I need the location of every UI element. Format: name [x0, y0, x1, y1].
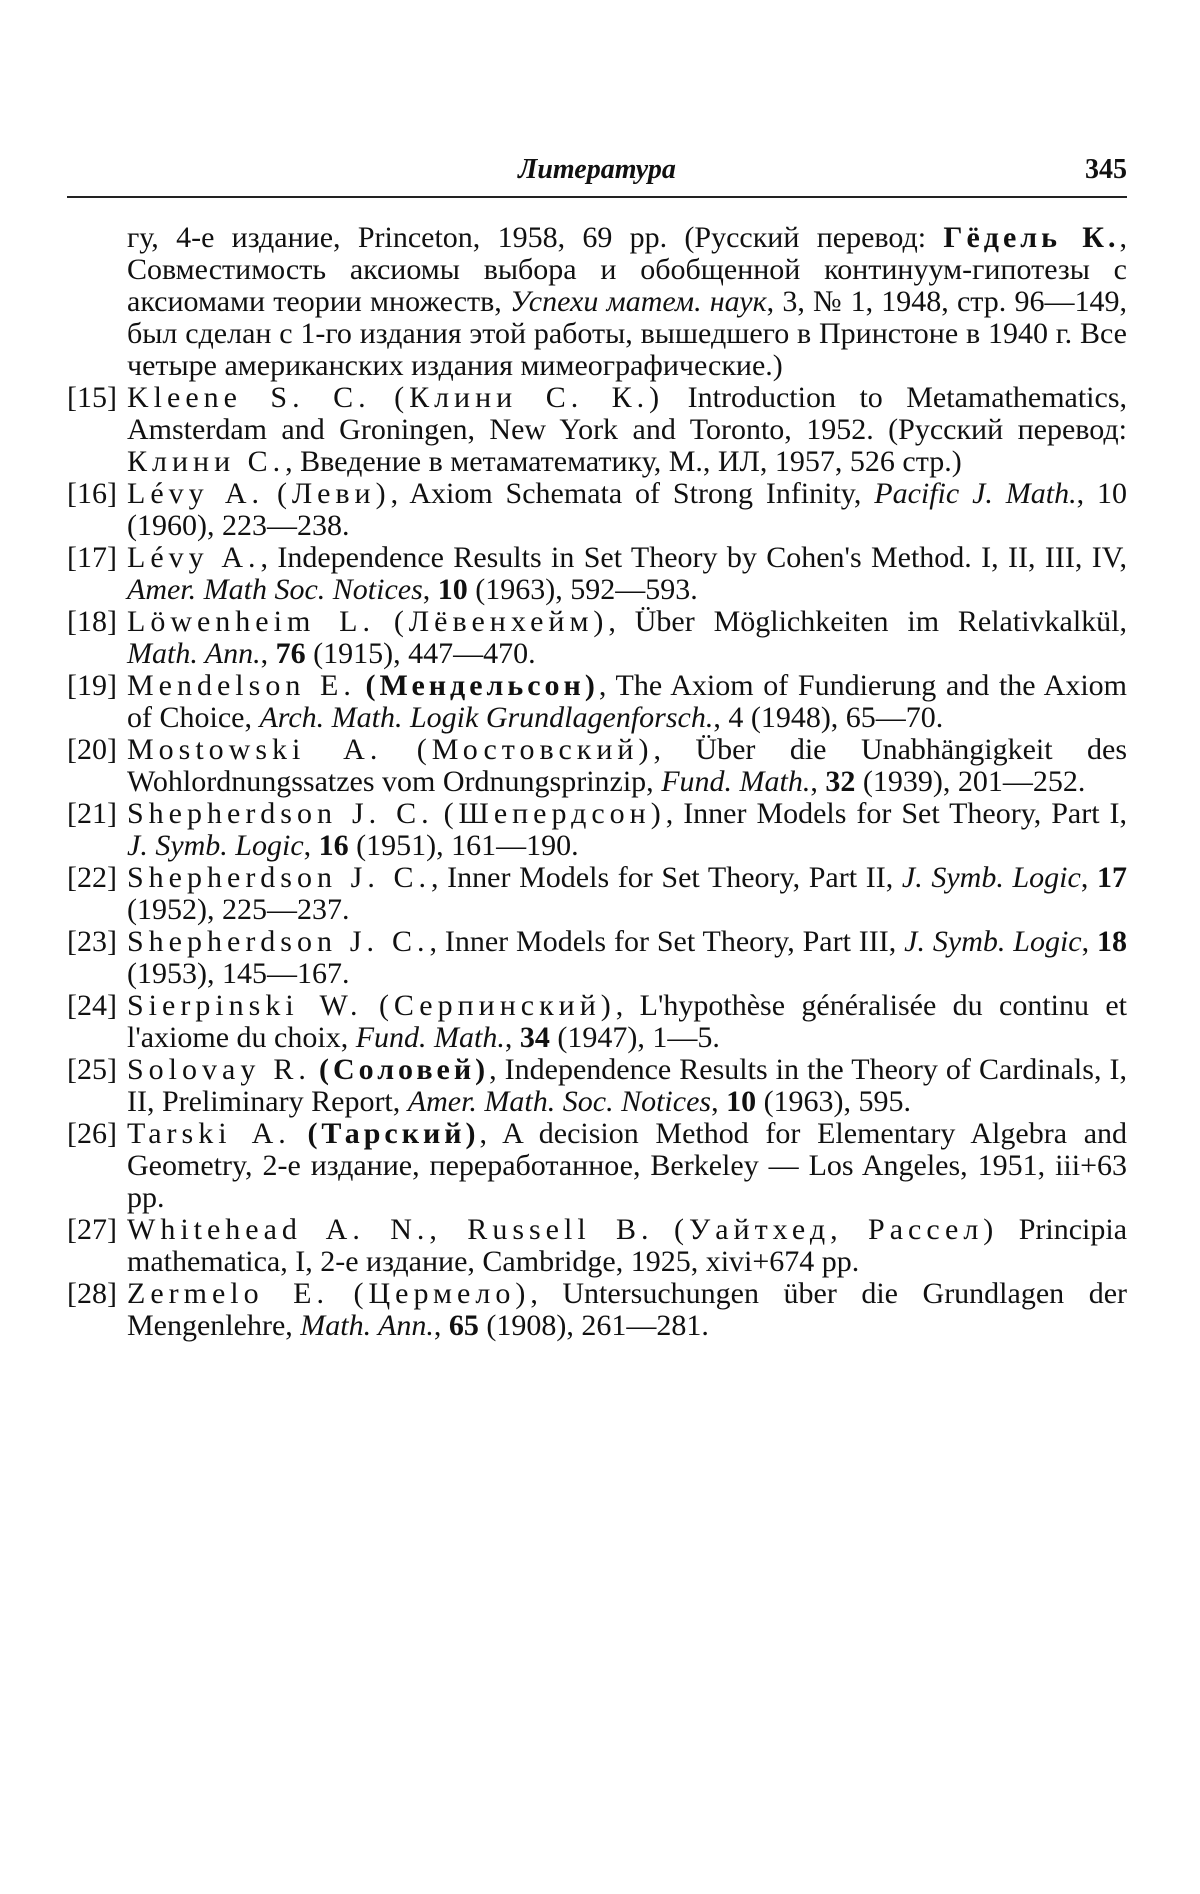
entry-author: Lévy A. — [127, 477, 265, 510]
running-title: Литература — [518, 154, 676, 185]
reference-26: [26] Tarski A. (Тарский), A decision Method for Elementary Algebra and Geometry, 2-е издание, переработанное, Berkeley — Los Angeles, 1951, iii+63 pp. — [67, 1117, 1128, 1214]
reference-number: [23] — [67, 925, 117, 958]
entry-ru-author: (Мендельсон) — [365, 669, 599, 702]
entry-volume: 32 — [825, 765, 856, 798]
entry-ru-author: (Леви) — [276, 477, 391, 510]
reference-number: [25] — [67, 1053, 117, 1086]
entry-journal: Math. Ann. — [300, 1309, 434, 1342]
reference-16: [16] Lévy A. (Леви), Axiom Schemata of Strong Infinity, Pacific J. Math., 10 (1960), 223—238. — [67, 477, 1128, 542]
reference-number: [19] — [67, 669, 117, 702]
entry-author: Mostowski A. — [127, 733, 383, 766]
entry-volume: 65 — [448, 1309, 479, 1342]
entry-volume: 17 — [1097, 861, 1128, 894]
reference-number: [27] — [67, 1213, 117, 1246]
entry-author: Löwenheim L. — [127, 605, 375, 638]
entry-ru-author: (Соловей) — [318, 1053, 490, 1086]
entry-volume: 34 — [519, 1021, 550, 1054]
entry-author: Whitehead A. N., Russell B. — [127, 1213, 654, 1246]
entry-14-continuation: гу, 4-е издание, Princeton, 1958, 69 pp. (Русский перевод: Гёдель К., Совместимость аксиомы выбора и обобщенной континуум-гипотезы с аксиомами теории множеств, Успехи матем. наук, 3, № 1, 1948, стр. 96—149, был сделан с 1-го издания этой работы, вышедшего в Принстоне в 1940 г. Все четыре американских издания мимеографические.) — [127, 221, 1127, 382]
entry-journal: J. Symb. Logic — [901, 861, 1081, 894]
reference-number: [22] — [67, 861, 117, 894]
header-rule — [67, 196, 1127, 198]
entry-ru-author: (Серпинский) — [378, 989, 616, 1022]
entry-journal: J. Symb. Logic — [127, 829, 304, 862]
entry-ru-author: (Уайтхед, Рассел) — [673, 1213, 999, 1246]
entry-author: Shepherdson J. C. — [127, 925, 430, 958]
entry-journal: Arch. Math. Logik Grundlagenforsch. — [259, 701, 714, 734]
entry-journal: Fund. Math. — [661, 765, 811, 798]
entry-ru-author: (Шепердсон) — [443, 797, 666, 830]
entry-author: Sierpinski W. — [127, 989, 363, 1022]
entry-volume: 16 — [318, 829, 349, 862]
page-number: 345 — [1085, 154, 1127, 185]
reference-number: [20] — [67, 733, 117, 766]
entry-author: Shepherdson J. C. — [127, 861, 431, 894]
entry-volume: 18 — [1097, 925, 1127, 958]
entry-author: Shepherdson J. C. — [127, 797, 434, 830]
reference-22: [22] Shepherdson J. C., Inner Models for Set Theory, Part II, J. Symb. Logic, 17 (1952), 225—237. — [67, 861, 1128, 926]
reference-23: [23] Shepherdson J. C., Inner Models for Set Theory, Part III, J. Symb. Logic, 18 (1953), 145—167. — [67, 925, 1127, 990]
entry-ru-author: (Клини С. К.) — [394, 381, 665, 414]
reference-number: [16] — [67, 477, 117, 510]
entry-journal: J. Symb. Logic — [904, 925, 1082, 958]
entry-author: Tarski A. — [127, 1117, 291, 1150]
reference-25: [25] Solovay R. (Соловей), Independence Results in the Theory of Cardinals, I, II, Preliminary Report, Amer. Math. Soc. Notices, 10 (1963), 595. — [67, 1053, 1127, 1118]
reference-number: [17] — [67, 541, 117, 574]
reference-number: [21] — [67, 797, 117, 830]
reference-15: [15] Kleene S. C. (Клини С. К.) Introduction to Metamathematics, Amsterdam and Groningen, New York and Toronto, 1952. (Русский перевод: Клини С., Введение в метаматематику, М., ИЛ, 1957, 526 стр.) — [67, 381, 1128, 478]
reference-number: [28] — [67, 1277, 117, 1310]
entry-author: Lévy A. — [127, 541, 261, 574]
reference-17: [17] Lévy A., Independence Results in Set Theory by Cohen's Method. I, II, III, IV, Amer. Math Soc. Notices, 10 (1963), 592—593. — [67, 541, 1127, 606]
reference-18: [18] Löwenheim L. (Лёвенхейм), Über Möglichkeiten im Relativkalkül, Math. Ann., 76 (1915), 447—470. — [67, 605, 1128, 670]
entry-ru-author: (Мостовский) — [416, 733, 654, 766]
entry-journal: Amer. Math. Soc. Notices — [407, 1085, 712, 1118]
entry-author: Гёдель К. — [943, 221, 1120, 254]
entry-journal: Pacific J. Math. — [874, 477, 1077, 510]
entry-journal: Amer. Math Soc. Notices — [127, 573, 423, 606]
entry-ru-author: (Лёвенхейм) — [393, 605, 609, 638]
reference-28: [28] Zermelo E. (Цермело), Untersuchungen über die Grundlagen der Mengenlehre, Math. Ann., 65 (1908), 261—281. — [67, 1277, 1127, 1342]
entry-volume: 76 — [275, 637, 306, 670]
entry-volume: 10 — [726, 1085, 757, 1118]
entry-journal: Math. Ann. — [127, 637, 261, 670]
running-header — [67, 150, 1127, 194]
entry-author: Mendelson E. — [127, 669, 356, 702]
entry-ru-author: (Тарский) — [307, 1117, 480, 1150]
reference-27: [27] Whitehead A. N., Russell B. (Уайтхед, Рассел) Principia mathematica, I, 2-е издание, Cambridge, 1925, xivi+674 pp. — [67, 1213, 1128, 1278]
entry-volume: 10 — [437, 573, 468, 606]
reference-number: [18] — [67, 605, 117, 638]
reference-20: [20] Mostowski A. (Мостовский), Über die Unabhängigkeit des Wohlordnungssatzes vom Ordnungsprinzip, Fund. Math., 32 (1939), 201—252. — [67, 733, 1127, 798]
reference-number: [15] — [67, 381, 117, 414]
entry-journal: Успехи матем. наук — [510, 285, 767, 318]
reference-21: [21] Shepherdson J. C. (Шепердсон), Inner Models for Set Theory, Part I, J. Symb. Logic, 16 (1951), 161—190. — [67, 797, 1128, 862]
entry-ru-author: (Цермело) — [353, 1277, 531, 1310]
bibliography — [67, 222, 1127, 1342]
reference-number: [24] — [67, 989, 117, 1022]
entry-author: Zermelo E. — [127, 1277, 329, 1310]
entry-author: Kleene S. C. — [127, 381, 371, 414]
reference-24: [24] Sierpinski W. (Серпинский), L'hypothèse généralisée du continu et l'axiome du choix, Fund. Math., 34 (1947), 1—5. — [67, 989, 1128, 1054]
reference-19: [19] Mendelson E. (Мендельсон), The Axiom of Fundierung and the Axiom of Choice, Arch. Math. Logik Grundlagenforsch., 4 (1948), 65—70. — [67, 669, 1127, 734]
entry-journal: Fund. Math. — [355, 1021, 505, 1054]
reference-number: [26] — [67, 1117, 117, 1150]
entry-volume: 4 — [728, 701, 744, 734]
entry-author: Solovay R. — [127, 1053, 311, 1086]
